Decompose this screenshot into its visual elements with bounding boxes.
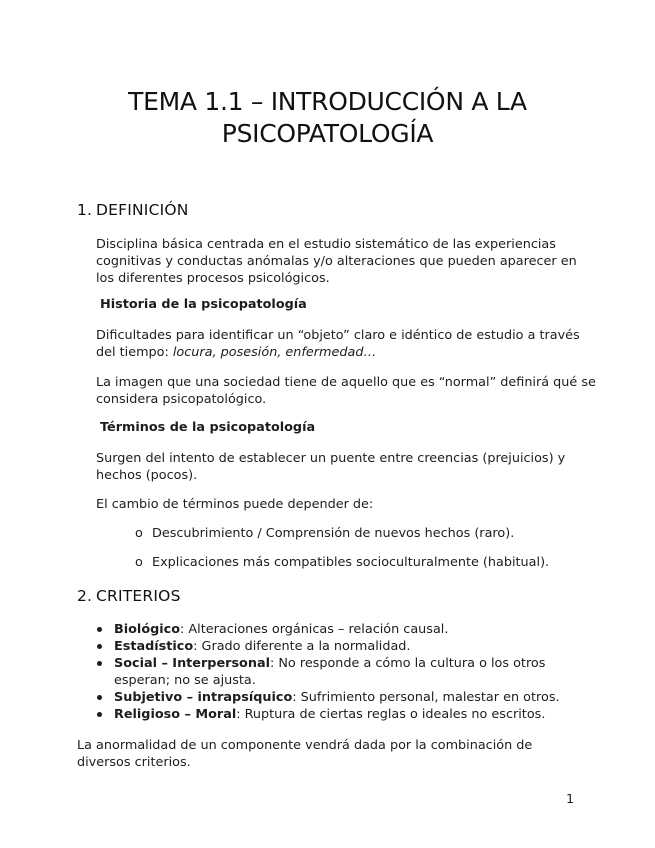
subheading-terminos: Términos de la psicopatología xyxy=(100,420,316,435)
page-title xyxy=(60,86,595,150)
section-heading-definicion xyxy=(77,201,189,219)
criteria-description: : Ruptura de ciertas reglas o ideales no escritos. xyxy=(236,707,546,722)
criteria-item xyxy=(96,689,576,706)
bullet-dot-icon xyxy=(97,644,102,649)
criteria-item xyxy=(96,655,576,689)
criteria-term: Religioso – Moral xyxy=(114,707,237,722)
sub-bullet-marker: o xyxy=(135,555,143,570)
history-text: Dificultades para identificar un “objeto” claro e idéntico de estudio a través del tiempo: xyxy=(96,328,580,360)
criteria-description: : Alteraciones orgánicas – relación causal. xyxy=(180,622,449,637)
criteria-description: : No responde a cómo la cultura o los otros esperan; no se ajusta. xyxy=(114,656,546,688)
bullet-dot-icon xyxy=(97,695,102,700)
terms-paragraph-1: Surgen del intento de establecer un puente entre creencias (prejuicios) y hechos (pocos). xyxy=(96,451,566,483)
title-line-2: PSICOPATOLOGÍA xyxy=(221,119,434,148)
bullet-dot-icon xyxy=(97,627,102,632)
sub-bullet-text: Explicaciones más compatibles socioculturalmente (habitual). xyxy=(152,555,550,570)
criteria-term: Social – Interpersonal xyxy=(114,656,270,671)
criteria-item xyxy=(96,638,576,655)
conclusion-paragraph: La anormalidad de un componente vendrá dada por la combinación de diversos criterios. xyxy=(77,738,533,770)
definition-paragraph: Disciplina básica centrada en el estudio sistemático de las experiencias cognitivas y conductas anómalas y/o alteraciones que pueden aparecer en los diferentes procesos psicológicos. xyxy=(96,237,577,286)
bullet-dot-icon xyxy=(97,712,102,717)
criteria-term: Estadístico xyxy=(114,639,194,654)
criteria-list xyxy=(96,621,576,723)
criteria-item xyxy=(96,706,576,723)
sub-bullet-item xyxy=(135,525,514,542)
criteria-term: Subjetivo – intrapsíquico xyxy=(114,690,293,705)
history-paragraph-1 xyxy=(96,327,596,361)
criteria-term: Biológico xyxy=(114,622,181,637)
history-examples: locura, posesión, enfermedad… xyxy=(172,345,377,360)
section-heading-criterios xyxy=(77,587,181,605)
sub-bullet-text: Descubrimiento / Comprensión de nuevos hechos (raro). xyxy=(152,526,515,541)
terms-paragraph-2: El cambio de términos puede depender de: xyxy=(96,497,374,512)
criteria-item xyxy=(96,621,576,638)
section-number: 1. xyxy=(77,201,93,219)
sub-bullet-item xyxy=(135,554,549,571)
page-number: 1 xyxy=(566,792,575,807)
subheading-historia: Historia de la psicopatología xyxy=(100,297,307,312)
criteria-description: : Grado diferente a la normalidad. xyxy=(193,639,411,654)
section-title: CRITERIOS xyxy=(96,587,181,605)
criteria-description: : Sufrimiento personal, malestar en otros. xyxy=(292,690,560,705)
section-number: 2. xyxy=(77,587,93,605)
bullet-dot-icon xyxy=(97,661,102,666)
section-title: DEFINICIÓN xyxy=(96,201,189,219)
title-line-1: TEMA 1.1 – INTRODUCCIÓN A LA xyxy=(128,87,527,116)
sub-bullet-marker: o xyxy=(135,526,143,541)
history-paragraph-2: La imagen que una sociedad tiene de aquello que es “normal” definirá qué se considera psicopatológico. xyxy=(96,375,596,407)
